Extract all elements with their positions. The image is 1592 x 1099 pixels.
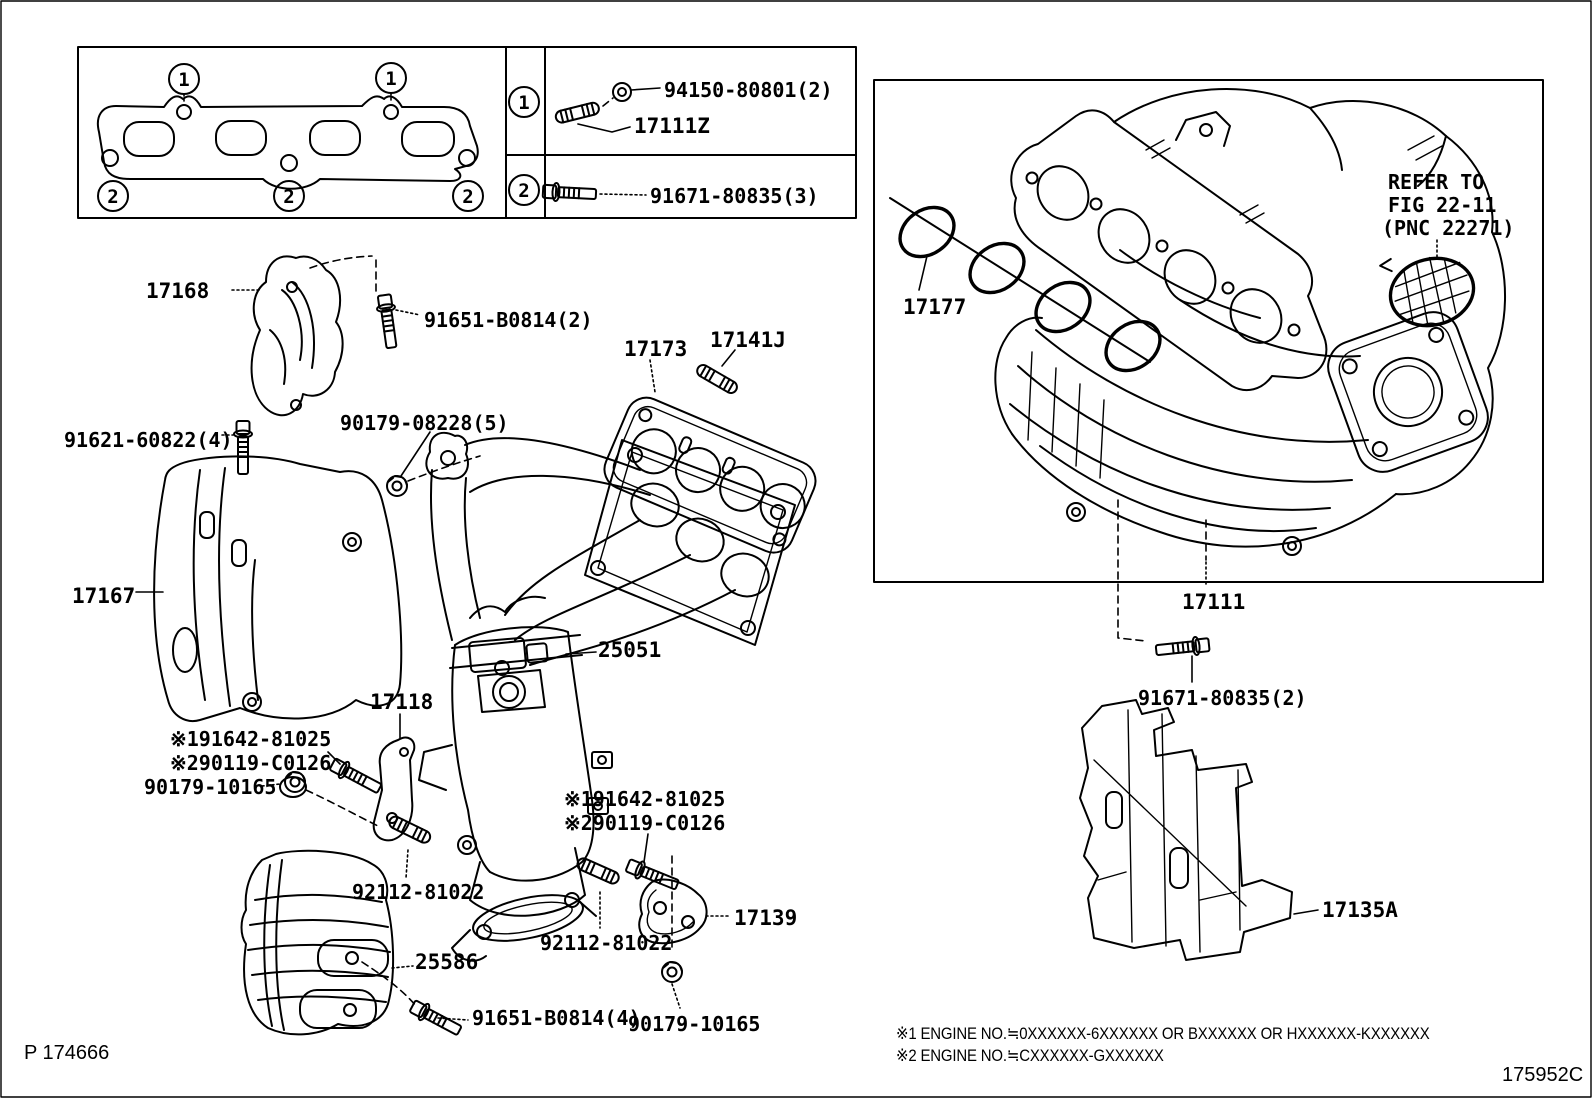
part-label-17135A: 17135A: [1322, 898, 1398, 922]
part-label-90179-10165-a: 90179-10165: [144, 775, 277, 799]
stud-92112-81022-b-drawing: [576, 857, 621, 928]
exhaust-gasket-legend-drawing: [98, 93, 478, 189]
part-label-refer-line2: FIG 22-11: [1388, 193, 1497, 217]
bolt-91671-80835-2-drawing: [1155, 636, 1210, 682]
svg-text:1: 1: [178, 69, 190, 91]
part-label-note2-91642: ※191642-81025: [564, 787, 726, 811]
part-label-17139: 17139: [734, 906, 798, 930]
stud-92112-81022-a-drawing: [387, 815, 432, 878]
part-label-17111: 17111: [1182, 590, 1246, 614]
footnote-2: ※2 ENGINE NO.≒CXXXXXX-GXXXXXX: [896, 1046, 1164, 1065]
part-label-note2-90119: ※290119-C0126: [564, 811, 726, 835]
intake-manifold-17111-drawing: [995, 89, 1505, 555]
callout-1: [169, 64, 199, 94]
bolt-91651-B0814-2-drawing: [375, 294, 420, 349]
part-label-refer-line3: (PNC 22271): [1382, 216, 1515, 240]
callout-2: [453, 181, 483, 211]
part-label-17118: 17118: [370, 690, 434, 714]
page-frame: [1, 1, 1591, 1097]
part-label-94150-80801-2: 94150-80801(2): [664, 78, 833, 102]
svg-text:2: 2: [462, 186, 474, 208]
gasket-17177-drawing: [890, 197, 1169, 380]
svg-text:2: 2: [283, 186, 295, 208]
part-label-91621-60822-4: 91621-60822(4): [64, 428, 233, 452]
part-label-17173: 17173: [624, 337, 688, 361]
callout-2: [274, 181, 304, 211]
page-code-right: 175952C: [1502, 1064, 1584, 1086]
callout-1: [509, 87, 539, 117]
bolt-91671-80835-3-drawing: [543, 182, 646, 203]
callout-2: [509, 175, 539, 205]
part-label-note1-91642: ※191642-81025: [170, 727, 332, 751]
part-label-refer-line1: REFER TO: [1388, 170, 1485, 194]
shield-17167-drawing: [136, 456, 401, 721]
stud-17141J-drawing: [695, 350, 739, 395]
svg-text:2: 2: [518, 180, 530, 202]
gasket-17173-drawing: [598, 392, 821, 559]
part-label-91671-80835-3: 91671-80835(3): [650, 184, 819, 208]
part-label-17177: 17177: [903, 295, 967, 319]
callout-1: [376, 63, 406, 93]
part-label-92112-81022-b: 92112-81022: [540, 931, 673, 955]
page-code-left: P 174666: [24, 1042, 110, 1064]
shield-17168-drawing: [232, 256, 376, 415]
part-label-91651-B0814-2: 91651-B0814(2): [424, 308, 593, 332]
part-label-17167: 17167: [72, 584, 136, 608]
footnote-1: ※1 ENGINE NO.≒0XXXXXX-6XXXXXX OR BXXXXXX OR HXXXXXX-KXXXXXX: [896, 1024, 1430, 1043]
part-label-90179-08228-5: 90179-08228(5): [340, 411, 509, 435]
insulator-17135A-drawing: [1080, 700, 1318, 960]
nut-90179-10165-b-drawing: [662, 962, 682, 1008]
part-label-91671-80835-2: 91671-80835(2): [1138, 686, 1307, 710]
svg-text:1: 1: [385, 68, 397, 90]
svg-text:2: 2: [107, 186, 119, 208]
part-label-92112-81022-a: 92112-81022: [352, 880, 485, 904]
part-label-25586: 25586: [415, 950, 479, 974]
part-label-90179-10165-b: 90179-10165: [628, 1012, 761, 1036]
nut-90179-10165-a-drawing: [262, 772, 378, 826]
leader-17173: [650, 360, 655, 392]
bolt-91651-B0814-4-drawing: [408, 998, 468, 1039]
part-label-25051: 25051: [598, 638, 662, 662]
callout-2: [98, 181, 128, 211]
refer-part-hatched-oval-drawing: [1379, 241, 1481, 335]
shield-25586-drawing: [242, 851, 417, 1035]
part-label-17111Z: 17111Z: [634, 114, 710, 138]
part-label-91651-B0814-4: 91651-B0814(4): [472, 1006, 641, 1030]
bolt-191642-81025-a-drawing: [328, 752, 384, 797]
part-label-17168: 17168: [146, 279, 210, 303]
part-label-17141J: 17141J: [710, 328, 786, 352]
part-label-note1-90119: ※290119-C0126: [170, 751, 332, 775]
svg-text:1: 1: [518, 92, 530, 114]
